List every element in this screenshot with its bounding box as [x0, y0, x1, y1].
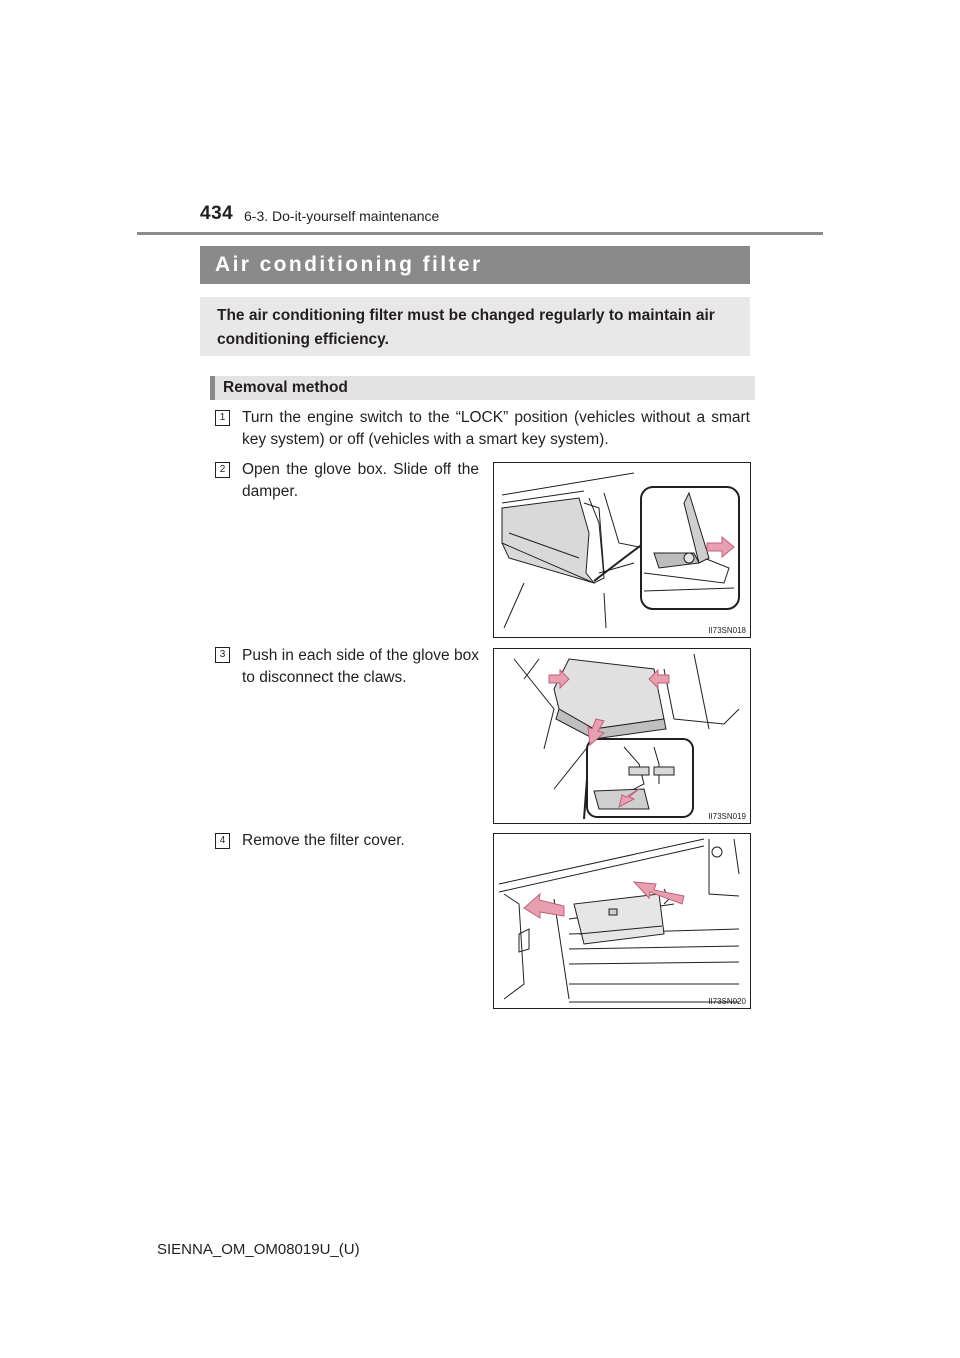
figure-glove-box-damper: [493, 462, 751, 638]
figure-code-1: II73SN018: [708, 626, 746, 635]
step-text-3: Push in each side of the glove box to disconnect the claws.: [242, 647, 479, 686]
figure-code-2: II73SN019: [708, 812, 746, 821]
header-rule: [137, 232, 823, 235]
subheading: Removal method: [223, 379, 348, 396]
step-number-4: 4: [215, 833, 230, 849]
step-text-4: Remove the filter cover.: [242, 832, 405, 849]
step-number-3: 3: [215, 647, 230, 663]
intro-text: The air conditioning filter must be changed regularly to maintain air conditioning efficiency.: [217, 307, 715, 348]
figure-code-3: II73SN020: [708, 997, 746, 1006]
footer-doc-id: SIENNA_OM_OM08019U_(U): [157, 1241, 360, 1258]
step-number-1: 1: [215, 410, 230, 426]
section-label: 6-3. Do-it-yourself maintenance: [244, 208, 440, 224]
figure-filter-cover: [493, 833, 751, 1009]
step-text-1: Turn the engine switch to the “LOCK” position (vehicles without a smart key system) or off (vehicles with a smart key system).: [242, 409, 750, 448]
step-text-2: Open the glove box. Slide off the damper.: [242, 461, 479, 500]
step-number-2: 2: [215, 462, 230, 478]
figure-glove-box-claws: [493, 648, 751, 824]
page-title: Air conditioning filter: [215, 253, 483, 276]
page-number: 434: [200, 203, 234, 224]
